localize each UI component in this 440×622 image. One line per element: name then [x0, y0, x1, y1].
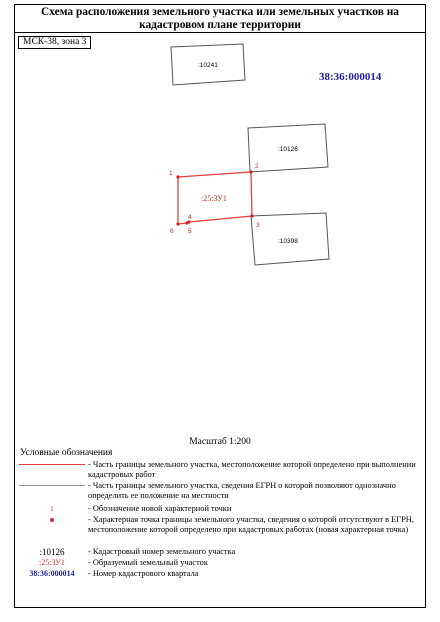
point-2-marker	[249, 170, 252, 173]
point-6-marker	[176, 222, 179, 225]
legend-text: - Образуемый земельный участок	[88, 558, 208, 567]
map-drawing	[15, 33, 425, 435]
legend-symbol-cadastral-number: :10126	[39, 547, 65, 557]
legend-symbol-quarter: 38:36:000014	[29, 569, 75, 578]
legend-symbol-new-point	[19, 515, 85, 525]
parcel-label-10126: :10126	[278, 146, 298, 153]
point-1-marker	[176, 175, 179, 178]
legend-symbol-point-number: 1	[50, 504, 54, 513]
legend-title: Условные обозначения	[20, 448, 113, 458]
point-5-label: 5	[188, 228, 192, 235]
scheme-sheet	[14, 4, 426, 608]
quarter-number: 38:36:000014	[319, 71, 382, 83]
legend-text: - Характерная точка границы земельного участка, сведения о которой отсутствуют в ЕГРН, местоположение которой определено при кадастровых работах (новая характерная точка)	[88, 515, 414, 534]
parcel-label-10241: :10241	[198, 62, 218, 69]
legend-text: - Обозначение новой характерной точки	[88, 504, 232, 513]
cadastral-map	[15, 33, 425, 435]
point-6-label: 6	[170, 228, 174, 235]
point-3-label: 3	[256, 222, 260, 229]
point-2-label: 2	[255, 163, 259, 170]
point-5-marker	[185, 221, 188, 224]
point-1-label: 1	[169, 170, 173, 177]
legend-text: - Кадастровый номер земельного участка	[88, 547, 236, 556]
legend-text: - Часть границы земельного участка, местоположение которой определено при выполнении кадастровых работ	[88, 460, 416, 479]
legend-text: - Номер кадастрового квартала	[88, 569, 199, 578]
point-dot-icon	[50, 518, 54, 522]
legend-symbol-new-boundary	[19, 460, 85, 470]
new-parcel-label: :25:ЗУ1	[201, 194, 227, 203]
point-3-marker	[250, 214, 253, 217]
parcel-label-10398: :10398	[278, 238, 298, 245]
legend-symbol-new-parcel: :25:ЗУ1	[39, 558, 65, 567]
legend-symbol-existing-boundary	[19, 481, 85, 491]
point-4-label: 4	[188, 214, 192, 221]
coordinate-system-label: МСК-38, зона 3	[18, 36, 91, 49]
document-title: Схема расположения земельного участка или земельных участков на кадастровом плане территории	[15, 5, 425, 33]
legend-text: - Часть границы земельного участка, сведения ЕГРН о которой позволяют однозначно определить ее положение на местности	[88, 481, 396, 500]
map-scale: Масштаб 1:200	[189, 437, 251, 447]
